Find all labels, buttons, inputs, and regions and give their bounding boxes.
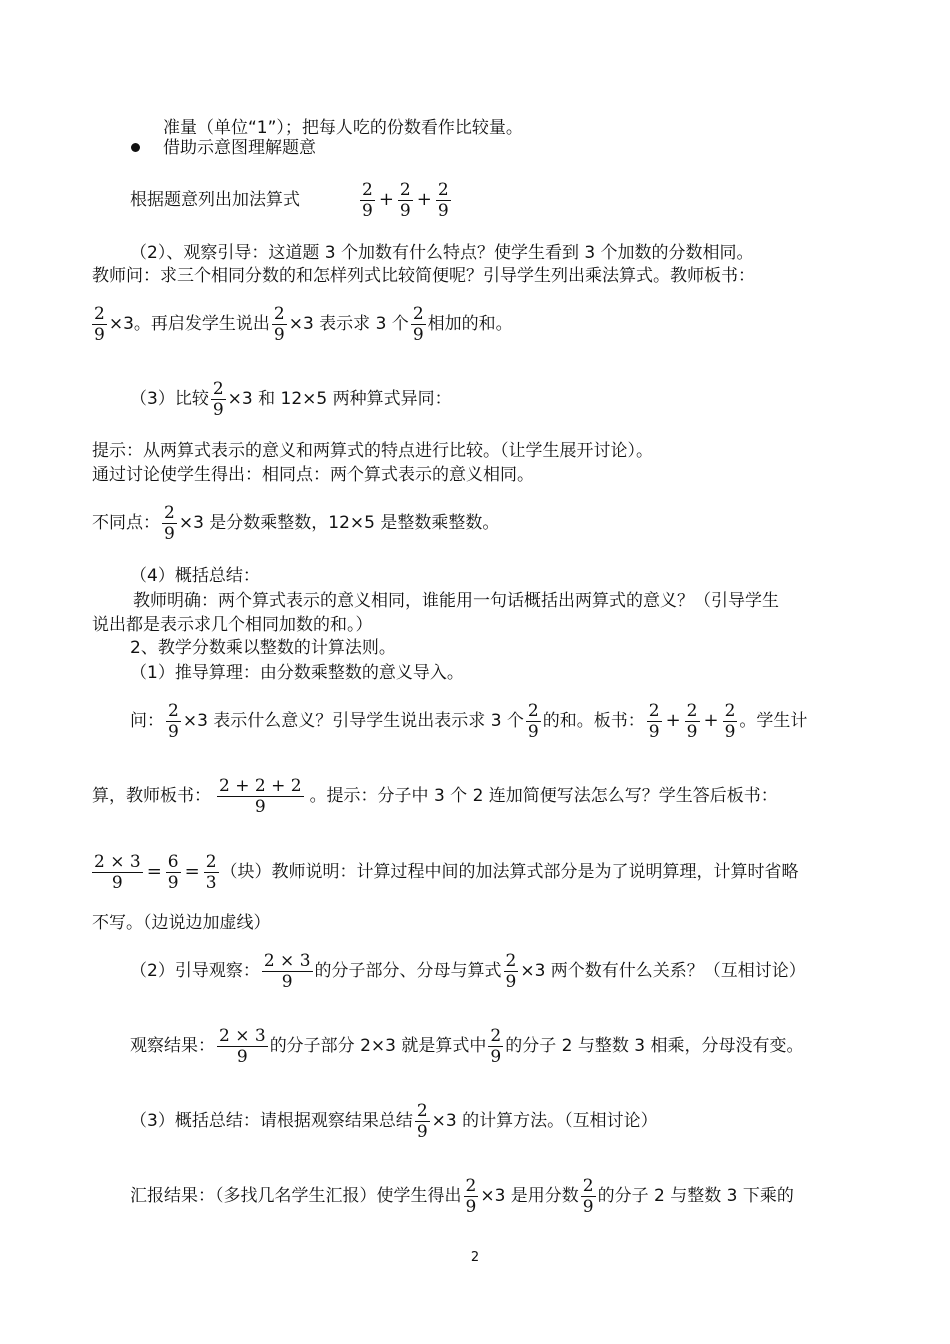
text-line: 教师问：求三个相同分数的和怎样列式比较简便呢？引导学生列出乘法算式。教师板书：: [92, 266, 755, 286]
fraction: $\frac{2}{9}$: [437, 179, 449, 221]
fraction: $\frac{2}{9}$: [399, 179, 411, 221]
text-line: 算，教师板书： $\frac{2 + 2 + 2}{9}$ 。提示：分子中 3 个 2 连加简便写法怎么写？学生答后板书：: [92, 775, 778, 817]
text-line: $\frac{2 \times 3}{9}$ = $\frac{6}{9}$ = $\frac{2}{3}$ （块）教师说明：计算过程中间的加法算式部分是为了说明算理，计算时省略: [94, 851, 799, 893]
text-line: 2、教学分数乘以整数的计算法则。: [130, 638, 396, 658]
text-line: （3）概括总结：请根据观察结果总结 $\frac{2}{9}$ ×3 的计算方法。（互相讨论）: [130, 1100, 658, 1142]
text-line: （4）概括总结：: [130, 566, 260, 586]
text-line: （1）推导算理：由分数乘整数的意义导入。: [130, 663, 464, 683]
text-line: （2）、观察引导：这道题 3 个加数有什么特点？使学生看到 3 个加数的分数相同。: [130, 243, 754, 263]
fraction: $\frac{2}{9}$: [362, 179, 373, 221]
text-line: 准量（单位“1”）；把每人吃的份数看作比较量。: [163, 118, 523, 138]
text-line: （3）比较 $\frac{2}{9}$ ×3 和 12×5 两种算式异同：: [130, 378, 452, 420]
bullet-icon: [131, 143, 140, 152]
formula-addition: $\frac{2}{9}$ + $\frac{2}{9}$ + $\frac{2}{9}$: [362, 179, 449, 221]
text-line: 教师明确：两个算式表示的意义相同，谁能用一句话概括出两算式的意义？（引导学生: [133, 591, 779, 611]
text-line: 汇报结果：（多找几名学生汇报）使学生得出 $\frac{2}{9}$ ×3 是用分数 $\frac{2}{9}$ 的分子 2 与整数 3 下乘的: [130, 1175, 794, 1217]
text-line: 提示：从两算式表示的意义和两算式的特点进行比较。（让学生展开讨论）。: [92, 441, 653, 461]
text-line: 不写。（边说边加虚线）: [92, 913, 271, 933]
text-line: 说出都是表示求几个相同加数的和。）: [92, 615, 373, 635]
text-line: 不同点： $\frac{2}{9}$ ×3 是分数乘整数，12×5 是整数乘整数。: [92, 502, 500, 544]
text-line: 借助示意图理解题意: [163, 138, 316, 158]
text-line: （2）引导观察： $\frac{2 \times 3}{9}$ 的分子部分、分母与算式 $\frac{2}{9}$ ×3 两个数有什么关系？（互相讨论）: [130, 950, 806, 992]
text-line: 问： $\frac{2}{9}$ ×3 表示什么意义？引导学生说出表示求 3 个 $\frac{2}{9}$ 的和。板书： $\frac{2}{9}$ + $\frac{2}{9}$ + $\frac{2}{9}$ 。学生计: [130, 700, 808, 742]
text-line: $\frac{2}{9}$ ×3。再启发学生说出 $\frac{2}{9}$ ×3 表示求 3 个 $\frac{2}{9}$ 相加的和。: [94, 303, 513, 345]
text-line: 根据题意列出加法算式: [130, 190, 300, 210]
text-line: 通过讨论使学生得出：相同点：两个算式表示的意义相同。: [92, 465, 534, 485]
page-number: 2: [470, 1250, 480, 1265]
text-line: 观察结果： $\frac{2 \times 3}{9}$ 的分子部分 2×3 就是算式中 $\frac{2}{9}$ 的分子 2 与整数 3 相乘，分母没有变。: [130, 1025, 804, 1067]
